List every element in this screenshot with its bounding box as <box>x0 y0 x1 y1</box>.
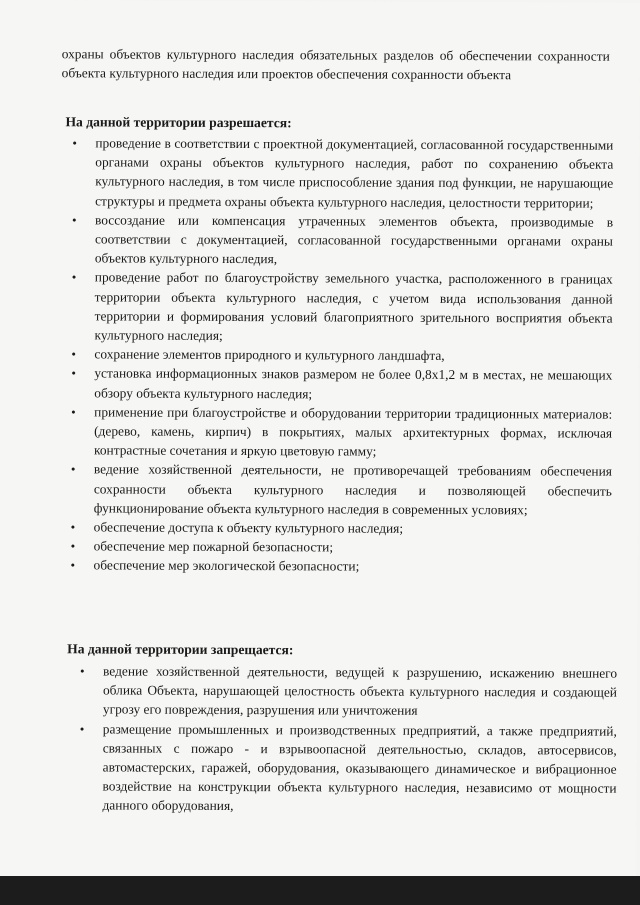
bullet-icon: • <box>70 461 76 477</box>
bullet-icon: • <box>79 720 85 736</box>
scan-bottom-edge <box>0 876 640 905</box>
list-item: • проведение работ по благоустройству земельного участка, расположенного в границах территории объекта культурного наследия, с учетом вида использования данной территории и формирования условий благоприятного зрительного восприятия объекта культурного наследия; <box>71 269 613 344</box>
allowed-heading: На данной территории разрешается: <box>65 114 292 131</box>
list-item: • установка информационных знаков размером не более 0,8х1,2 м в местах, не мешающих обзору объекта культурного наследия; <box>71 365 613 402</box>
list-item: • применение при благоустройстве и оборудовании территории традиционных материалов: (дерево, камень, кирпич) в покрытиях, малых архитектурных формах, исключая контрастные сочетания и яркую цветовую гамму; <box>71 404 613 459</box>
bullet-icon: • <box>71 346 77 362</box>
bullet-icon: • <box>70 538 76 554</box>
bullet-icon: • <box>80 663 85 679</box>
bullet-icon: • <box>70 519 76 535</box>
list-item: • сохранение элементов природного и культурного ландшафта, <box>71 346 445 364</box>
list-item: • обеспечение доступа к объекту культурного наследия; <box>70 519 404 536</box>
bullet-icon: • <box>70 557 76 573</box>
forbidden-heading: На данной территории запрещается: <box>67 641 294 658</box>
allowed-list <box>70 133 614 577</box>
list-item: • ведение хозяйственной деятельности, не противоречащей требованиям обеспечения сохранности объекта культурного наследия и позволяющей обеспечить функционирование объекта культурного наследия в современных условиях; <box>70 461 612 518</box>
bullet-icon: • <box>72 212 77 228</box>
list-item: • ведение хозяйственной деятельности, ведущей к разрушению, искажению внешнего облика Объекта, нарушающей целостность объекта культурного наследия и создающей угрозу его повреждения, разрушения или уничтожения <box>80 663 618 719</box>
bullet-icon: • <box>72 135 77 151</box>
bullet-icon: • <box>71 404 76 420</box>
list-item: • обеспечение мер пожарной безопасности; <box>70 538 334 555</box>
list-item: • размещение промышленных и производственных предприятий, а также предприятий, связанных с пожаро - и взрывоопасной деятельностью, складов, автосервисов, автомастерских, гаражей, оборудования, оказывающего динамическое и вибрационное воздействие на конструкции объекта культурного наследия, независимо от мощности данного оборудования, <box>79 720 617 814</box>
list-item: • проведение в соответствии с проектной документацией, согласованной государственными органами охраны объектов культурного наследия, работ по сохранению объекта культурного наследия, в том числе приспособление здания под функции, не нарушающие структуры и предмета охраны объекта культурного наследия, целостности территории; <box>72 135 614 211</box>
bullet-icon: • <box>71 365 76 381</box>
list-item: • воссоздание или компенсация утраченных элементов объекта, производимые в соответствии с документацией, согласованной государственными органами охраны объектов культурного наследия, <box>72 212 614 267</box>
forbidden-list <box>79 661 618 817</box>
bullet-icon: • <box>71 269 77 285</box>
intro-paragraph: охраны объектов культурного наследия обязательных разделов об обеспечении сохранности объекта культурного наследия или проектов обеспечения сохранности объекта <box>61 46 610 83</box>
list-item: • обеспечение мер экологической безопасности; <box>70 557 360 575</box>
